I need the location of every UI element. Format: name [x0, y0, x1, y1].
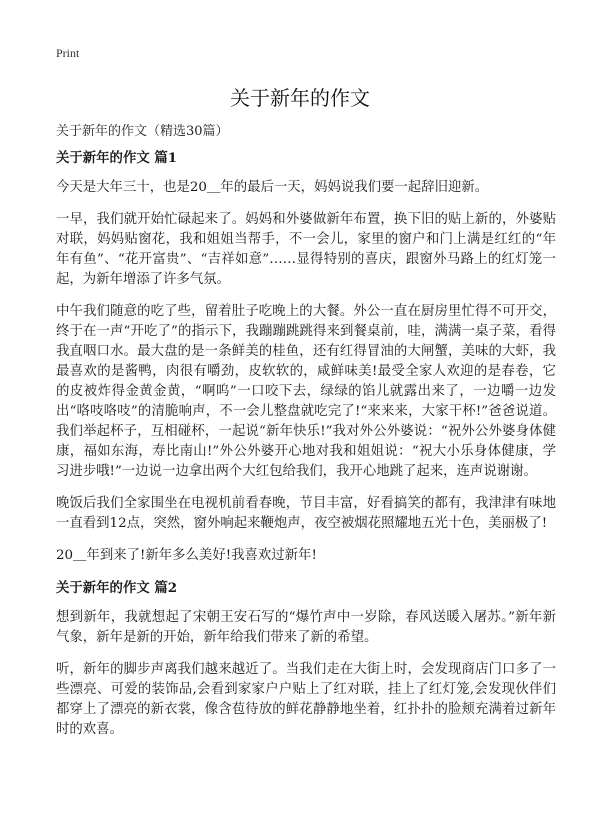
paragraph: 今天是大年三十，也是20＿年的最后一天，妈妈说我们要一起辞旧迎新。: [56, 180, 489, 195]
page-subtitle: 关于新年的作文（精选30篇）: [56, 124, 229, 139]
paragraph: 晚饭后我们全家围坐在电视机前看春晚，节目丰富，好看搞笑的都有，我津津有味地一直看到12点，突然，窗外响起来鞭炮声，夜空被烟花照耀地五光十色，美丽极了!: [56, 496, 556, 531]
paragraph: 中午我们随意的吃了些，留着肚子吃晚上的大餐。外公一直在厨房里忙得不可开交，终于在一声“开吃了”的指示下，我蹦蹦跳跳得来到餐桌前，哇，满满一桌子菜，看得我直咽口水。最大盘的是一条鲜美的桂鱼，还有红得冒油的大闸蟹，美味的大虾，我最喜欢的是酱鸭，肉很有嚼劲，皮软软的，咸鲜味美!最受全家人欢迎的是春卷，它的皮被炸得金黄金黄，“啊呜”一口咬下去，绿绿的馅儿就露出来了，一边嚼一边发出“咯吱咯吱”的清脆响声，不一会儿整盘就吃完了!“来来来，大家干杯!”爸爸说道。我们举起杯子，互相碰杯，一起说“新年快乐!”我对外公外婆说：“祝外公外婆身体健康，福如东海，寿比南山!”外公外婆开心地对我和姐姐说：“祝大小乐身体健康，学习进步哦!”一边说一边拿出两个大红包给我们，我开心地跳了起来，连声说谢谢。: [56, 304, 556, 479]
paragraph: 一早，我们就开始忙碌起来了。妈妈和外婆做新年布置，换下旧的贴上新的，外婆贴对联，妈妈贴窗花，我和姐姐当帮手，不一会儿，家里的窗户和门上满是红红的“年年有鱼”、“花开富贵”、“吉祥如意”……显得特别的喜庆，跟窗外马路上的红灯笼一起，为新年增添了许多气氛。: [56, 212, 556, 287]
page-title: 关于新年的作文: [230, 86, 370, 110]
section-1: [56, 148, 556, 566]
paragraph: 听，新年的脚步声离我们越来越近了。当我们走在大街上时，会发现商店门口多了一些漂亮、可爱的装饰品,会看到家家户户贴上了红对联，挂上了红灯笼,会发现伙伴们都穿上了漂亮的新衣裳，像含苞待放的鲜花静静地坐着，红扑扑的脸颊充满着过新年时的欢喜。: [56, 662, 556, 737]
paragraph: 20＿年到来了!新年多么美好!我喜欢过新年!: [56, 548, 317, 563]
paragraph: 想到新年，我就想起了宋朝王安石写的“爆竹声中一岁除，春风送暖入屠苏。”新年新气象，新年是新的开始，新年给我们带来了新的希望。: [56, 610, 556, 645]
print-link[interactable]: Print: [56, 46, 80, 60]
article-body: [56, 148, 556, 752]
section-heading: 关于新年的作文 篇1: [56, 150, 178, 166]
section-2: [56, 578, 556, 740]
section-heading: 关于新年的作文 篇2: [56, 580, 178, 596]
